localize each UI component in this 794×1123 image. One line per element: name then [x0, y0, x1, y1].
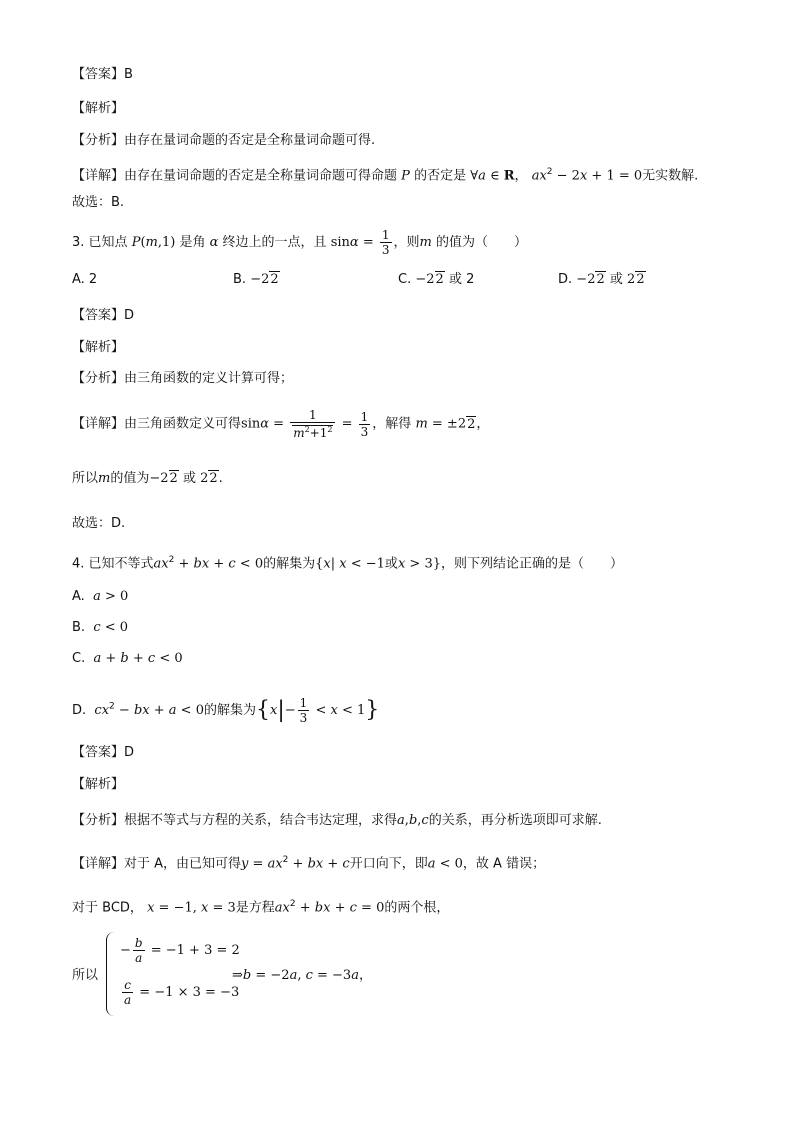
q2-jiexi: 【解析】: [72, 101, 125, 116]
q3-option-a: A. 2: [72, 272, 98, 287]
q2-analysis: 【分析】由存在量词命题的否定是全称量词命题可得.: [72, 133, 376, 148]
q3-stem: 3. 已知点 P(m,1) 是角 α 终边上的一点，且 sinα = $\frac{1}{3}$ ，则m 的值为（ ）: [72, 228, 527, 257]
q4-option-d: D. $cx^2$ − bx + a < 0的解集为{x|− $\frac{1}{3}$ < x < 1}: [72, 696, 380, 725]
q4-option-b: B. c < 0: [72, 620, 129, 635]
q4-analysis: 【分析】根据不等式与方程的关系，结合韦达定理，求得a,b,c的关系，再分析选项即可求解.: [72, 813, 602, 828]
q3-option-c: C. −22 或 2: [398, 272, 475, 287]
q4-bcd: 对于 BCD， x = −1, x = 3是方程$ax^2$ + bx + c = 0的两个根，: [72, 899, 450, 916]
q3-jiexi: 【解析】: [72, 340, 125, 355]
q3-analysis: 【分析】由三角函数的定义计算可得；: [72, 371, 294, 386]
q2-choose: 故选：B.: [72, 195, 125, 210]
q3-choose: 故选：D.: [72, 516, 126, 531]
q3-option-d: D. −22 或 22: [558, 272, 645, 287]
q3-so: 所以m的值为−22 或 22.: [72, 471, 223, 486]
q4-answer: 【答案】D: [72, 745, 135, 760]
vieta-system: [106, 932, 240, 1020]
vieta-product: $\frac{c}{a}$ = −1 × 3 = −3: [124, 978, 240, 1007]
q4-detail: 【详解】对于 A，由已知可得$y = ax^2$ + bx + c开口向下，即a < 0，故 A 错误；: [72, 855, 546, 872]
q2-answer: 【答案】B: [72, 67, 133, 82]
system-brace: [106, 932, 115, 1016]
q4-so-label: 所以: [72, 968, 99, 983]
q4-option-c: C. a + b + c < 0: [72, 651, 183, 666]
vieta-result: ⇒b = −2a, c = −3a，: [232, 968, 372, 983]
q3-answer: 【答案】D: [72, 308, 135, 323]
q2-detail: 【详解】由存在量词命题的否定是全称量词命题可得命题 P 的否定是 ∀a ∈ R， $ax^2 - 2x + 1 = 0$无实数解.: [72, 167, 699, 184]
q4-jiexi: 【解析】: [72, 777, 125, 792]
q3-option-b: B. −22: [233, 272, 279, 287]
q3-detail: 【详解】由三角函数定义可得sinα = $\frac{1}{m^2+1^2}$ = $\frac{1}{3}$ ，解得 m = ±22，: [72, 408, 490, 440]
q4-option-a: A. a > 0: [72, 589, 129, 604]
q4-stem: 4. 已知不等式$ax^2$ + bx + c < 0的解集为{x| x < −1或x > 3}，则下列结论正确的是（ ）: [72, 555, 623, 572]
vieta-sum: − $\frac{b}{a}$ = −1 + 3 = 2: [120, 936, 240, 965]
